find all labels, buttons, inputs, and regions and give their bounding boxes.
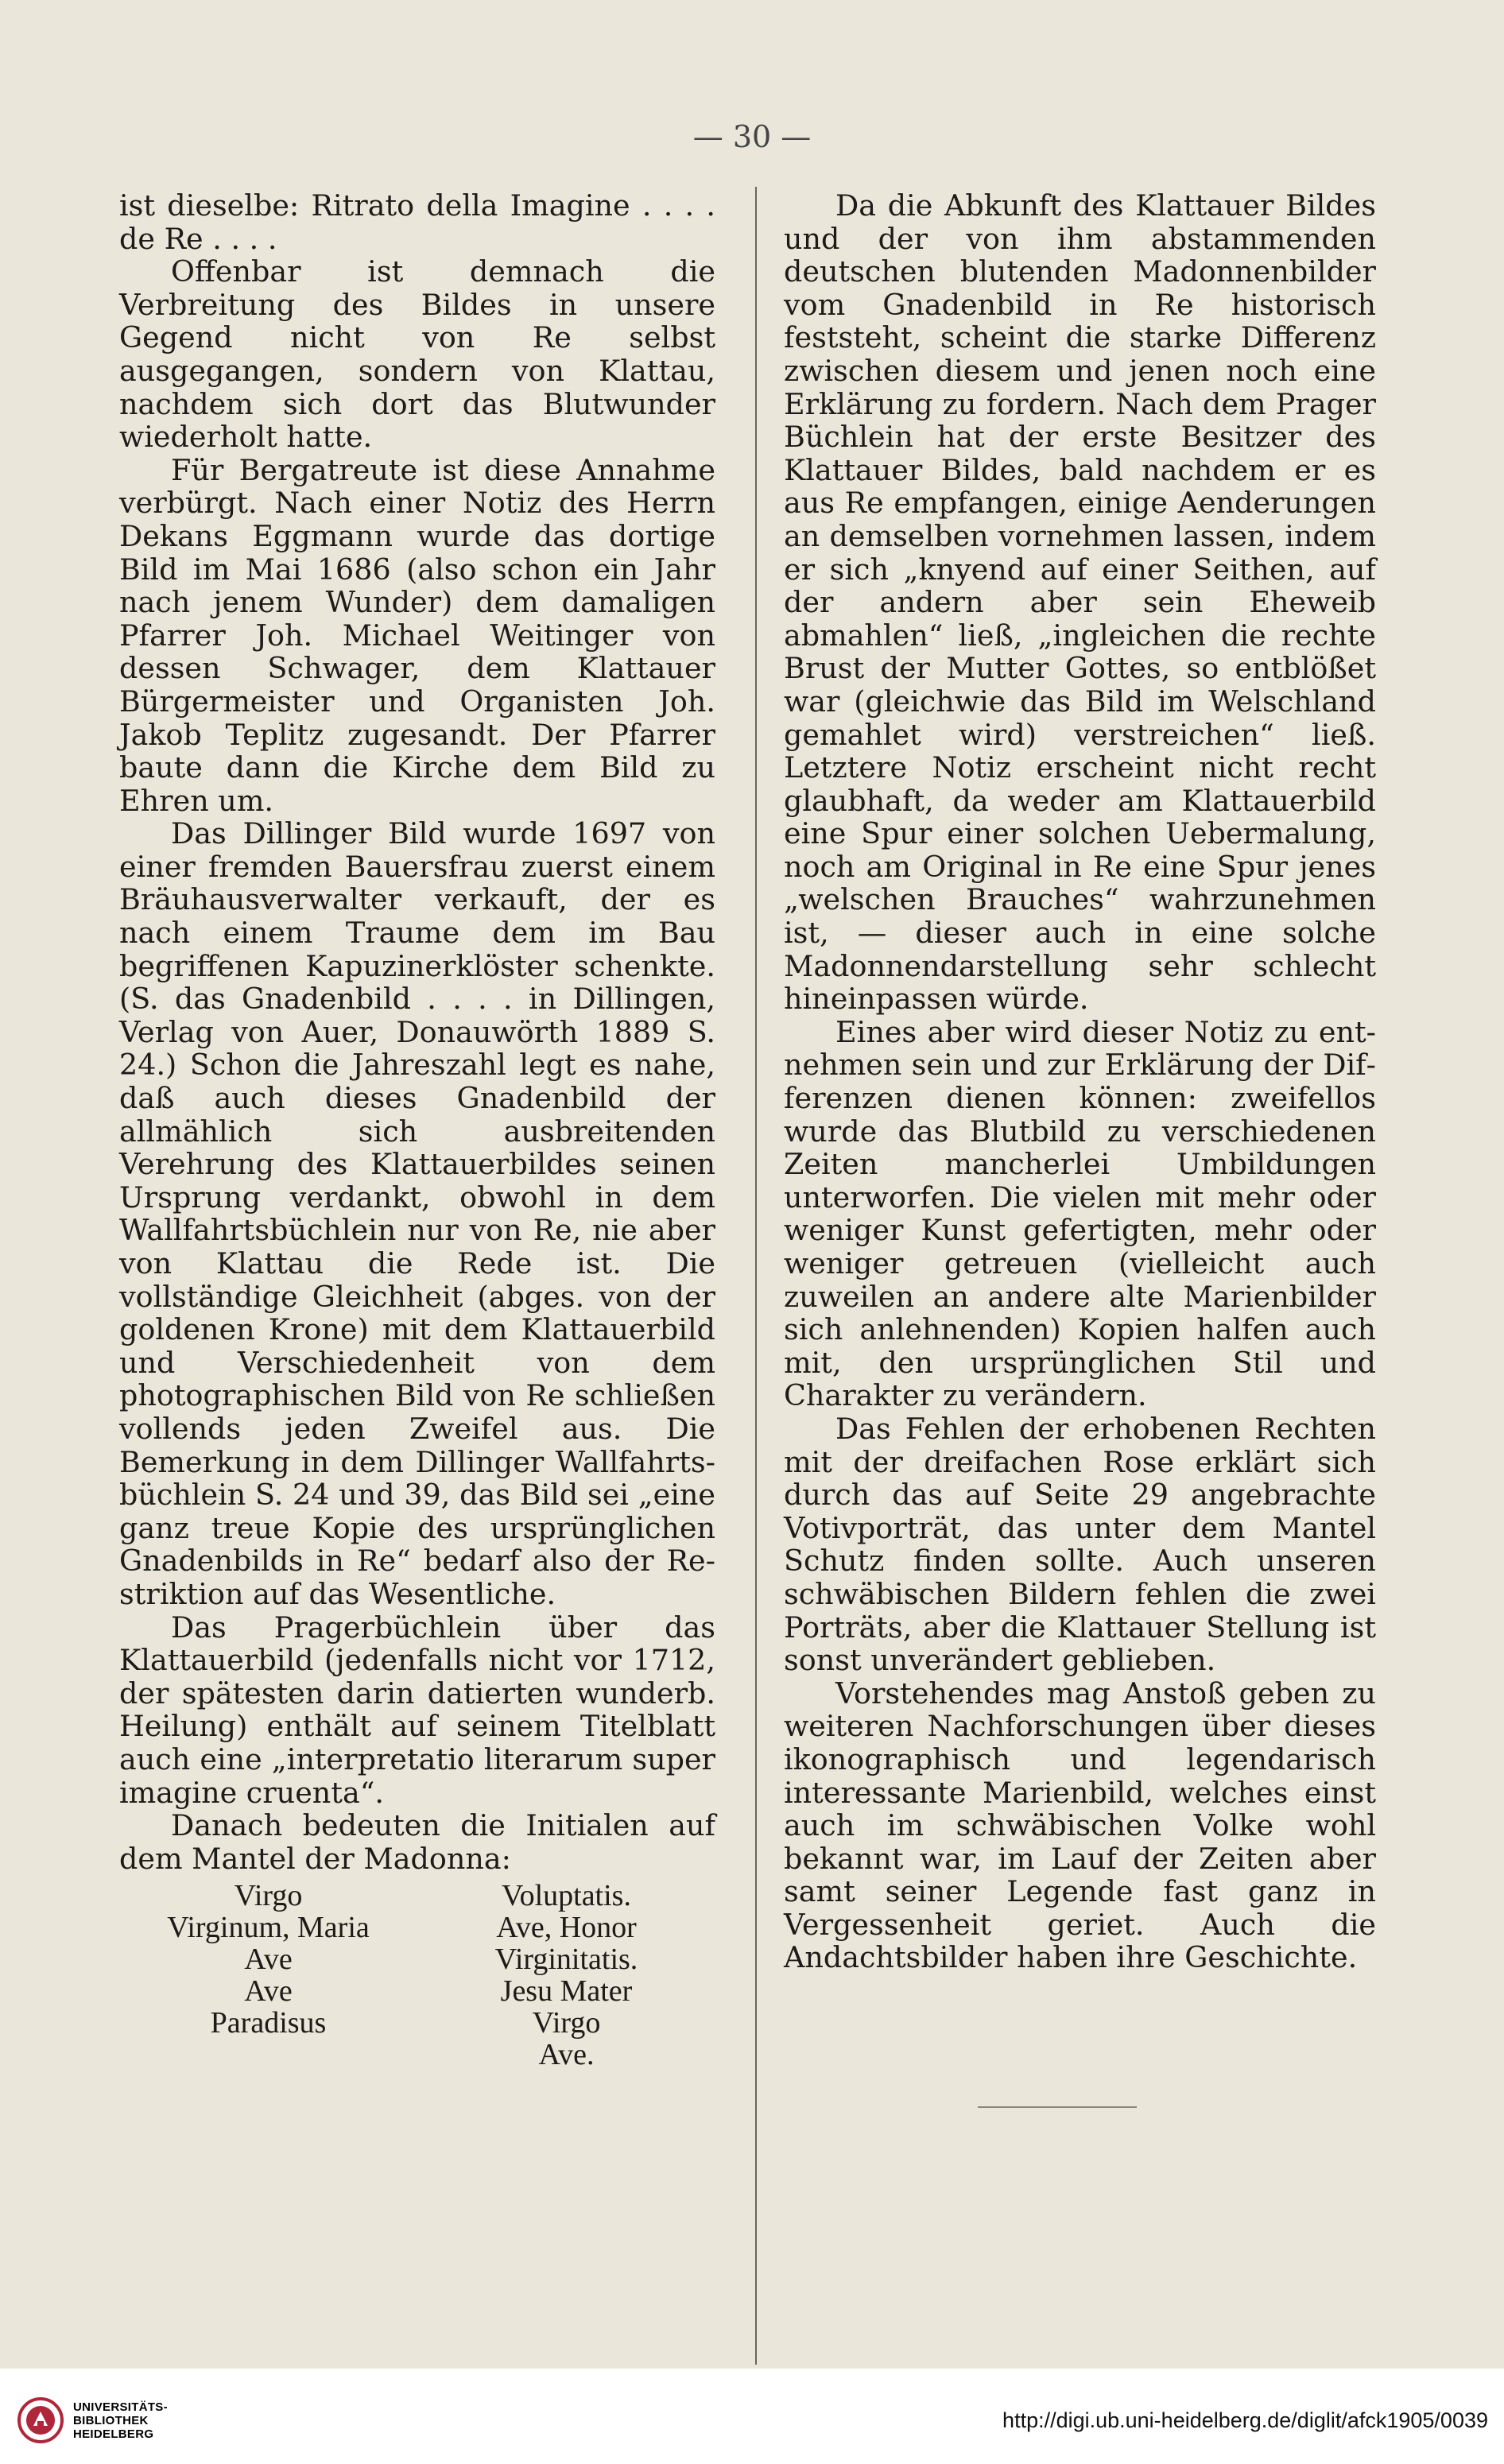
initials-right: Virginitatis. xyxy=(494,1943,638,1977)
initials-left: Ave xyxy=(244,1943,293,1977)
paragraph: Eines aber wird dieser Notiz zu entnehmen sein und zur Erklärung der Differenzen dienen können: zweifellos wurde das Blutbild zu verschiedenen Zeiten mancherlei Umbildungen unterworfen. Die vielen mit mehr oder weniger Kunst gefertigten, mehr oder weniger getreuen (vielleicht auch zuweilen an andere alte Marienbilder sich anlehnenden) Kopien halfen auch mit, den ursprünglichen Stil und Charakter zu verändern. xyxy=(784,1014,1376,1413)
paragraph: ist dieselbe: Ritrato della Imagine . . . . de Re . . . . xyxy=(119,188,715,256)
paragraph: Das Pragerbüchlein über das Klattauerbild (jedenfalls nicht vor 1712, der spätesten darin datierten wunderb. Heilung) enthält auf seinem Titelblatt auch eine „interpretatio literarum super imagine cruenta“. xyxy=(119,1610,715,1810)
left-column xyxy=(119,189,715,2071)
initials-right: Jesu Mater xyxy=(500,1974,633,2009)
paragraph: Da die Abkunft des Klattauer Bildes und der von ihm abstammenden deutschen blutenden Madonnenbilder vom Gnadenbild in Re historisch feststeht, scheint die starke Differenz zwischen diesem und jenen noch eine Erklärung zu fordern. Nach dem Prager Büchlein hat der erste Besitzer des Klattauer Bildes, bald nachdem er es aus Re empfangen, einige Aenderungen an demselben vornehmen lassen, indem er sich „knyend auf einer Seithen, auf der andern aber sein Eheweib abmahlen“ ließ, „ingleichen die rechte Brust der Mutter Gottes, so entblößet war (gleichwie das Bild im Welschland gemahlet wird) verstreichen“ ließ. Letztere Notiz erscheint nicht recht glaubhaft, da weder am Klattauerbild eine Spur einer solchen Uebermalung, noch am Original in Re eine Spur jenes „welschen Brauches“ wahrzunehmen ist, — dieser auch in eine solche Madonnendarstellung sehr schlecht hineinpassen würde. xyxy=(784,188,1376,1017)
paragraph: Für Bergatreute ist diese Annahme verbürgt. Nach einer Notiz des Herrn Dekans Eggmann wurde das dortige Bild im Mai 1686 (also schon ein Jahr nach jenem Wunder) dem damaligen Pfarrer Joh. Michael Weitinger von dessen Schwager, dem Klattauer Bürgermeister und Organisten Joh. Jakob Teplitz zugesandt. Der Pfarrer baute dann die Kirche dem Bild zu Ehren um. xyxy=(119,452,715,818)
column-divider xyxy=(755,187,757,2365)
paragraph: Das Fehlen der erhobenen Rechten mit der dreifachen Rose erklärt sich durch das auf Seite 29 angebrachte Votivporträt, das unter dem Mantel Schutz finden sollte. Auch unseren schwäbischen Bildern fehlen die zwei Porträts, aber die Klattauer Stellung ist sonst unverändert geblieben. xyxy=(784,1411,1376,1678)
paragraph: Vorstehendes mag Anstoß geben zu weiteren Nachforschungen über dieses ikonographisch und legendarisch interessante Marienbild, welches einst auch im schwäbischen Volke wohl bekannt war, im Lauf der Zeiten aber samt seiner Legende fast ganz in Vergessenheit geriet. Auch die Andachtsbilder haben ihre Geschichte. xyxy=(784,1676,1376,1975)
paragraph: Offenbar ist demnach die Verbreitung des Bildes in unsere Gegend nicht von Re selbst ausgegangen, sondern von Klattau, nachdem sich dort das Blutwunder wiederholt hatte. xyxy=(119,254,715,455)
logo-line: BIBLIOTHEK xyxy=(73,2413,149,2427)
initials-left: Virgo xyxy=(234,1879,303,1913)
initials-left: Virginum, Maria xyxy=(167,1911,370,1945)
logo-line: HEIDELBERG xyxy=(73,2427,154,2441)
logo-text xyxy=(73,2400,168,2441)
university-seal-icon xyxy=(17,2397,64,2443)
end-rule xyxy=(978,2106,1137,2108)
initials-list xyxy=(119,1880,715,2071)
library-logo[interactable] xyxy=(17,2397,168,2443)
page-number: — 30 — xyxy=(692,119,812,154)
source-url-link[interactable]: http://digi.ub.uni-heidelberg.de/diglit/afck1905/0039 xyxy=(1002,2408,1488,2432)
right-column xyxy=(784,189,1376,1974)
logo-line: UNIVERSITÄTS- xyxy=(73,2400,168,2414)
initials-right: Voluptatis. xyxy=(502,1879,631,1913)
initials-right: Ave, Honor xyxy=(496,1911,637,1945)
initials-left: Paradisus xyxy=(210,2006,327,2040)
paragraph: Das Dillinger Bild wurde 1697 von einer fremden Bauersfrau zuerst einem Bräuhausverwalter verkauft, der es nach einem Traume dem im Bau begriffenen Kapuzinerklöster schenkte. (S. das Gnadenbild . . . . in Dillingen, Verlag von Auer, Donauwörth 1889 S. 24.) Schon die Jahreszahl legt es nahe, daß auch dieses Gnadenbild der allmählich sich ausbreitenden Verehrung des Klattauerbildes seinen Ursprung verdankt, obwohl in dem Wallfahrtsbüchlein nur von Re, nie aber von Klattau die Rede ist. Die vollständige Gleichheit (abges. von der goldenen Krone) mit dem Klattauerbild und Verschiedenheit von dem photographischen Bild von Re schließen vollends jeden Zweifel aus. Die Bemerkung in dem Dillinger Wallfahrtsbüchlein S. 24 und 39, das Bild sei „eine ganz treue Kopie des ursprünglichen Gnadenbilds in Re“ bedarf also der Restriktion auf das Wesentliche. xyxy=(119,816,715,1611)
paragraph: Danach bedeuten die Initialen auf dem Mantel der Madonna: xyxy=(119,1808,715,1876)
initials-left xyxy=(119,2039,417,2071)
initials-left: Ave xyxy=(244,1974,293,2009)
initials-right: Ave. xyxy=(538,2038,595,2072)
initials-right: Virgo xyxy=(532,2006,601,2040)
